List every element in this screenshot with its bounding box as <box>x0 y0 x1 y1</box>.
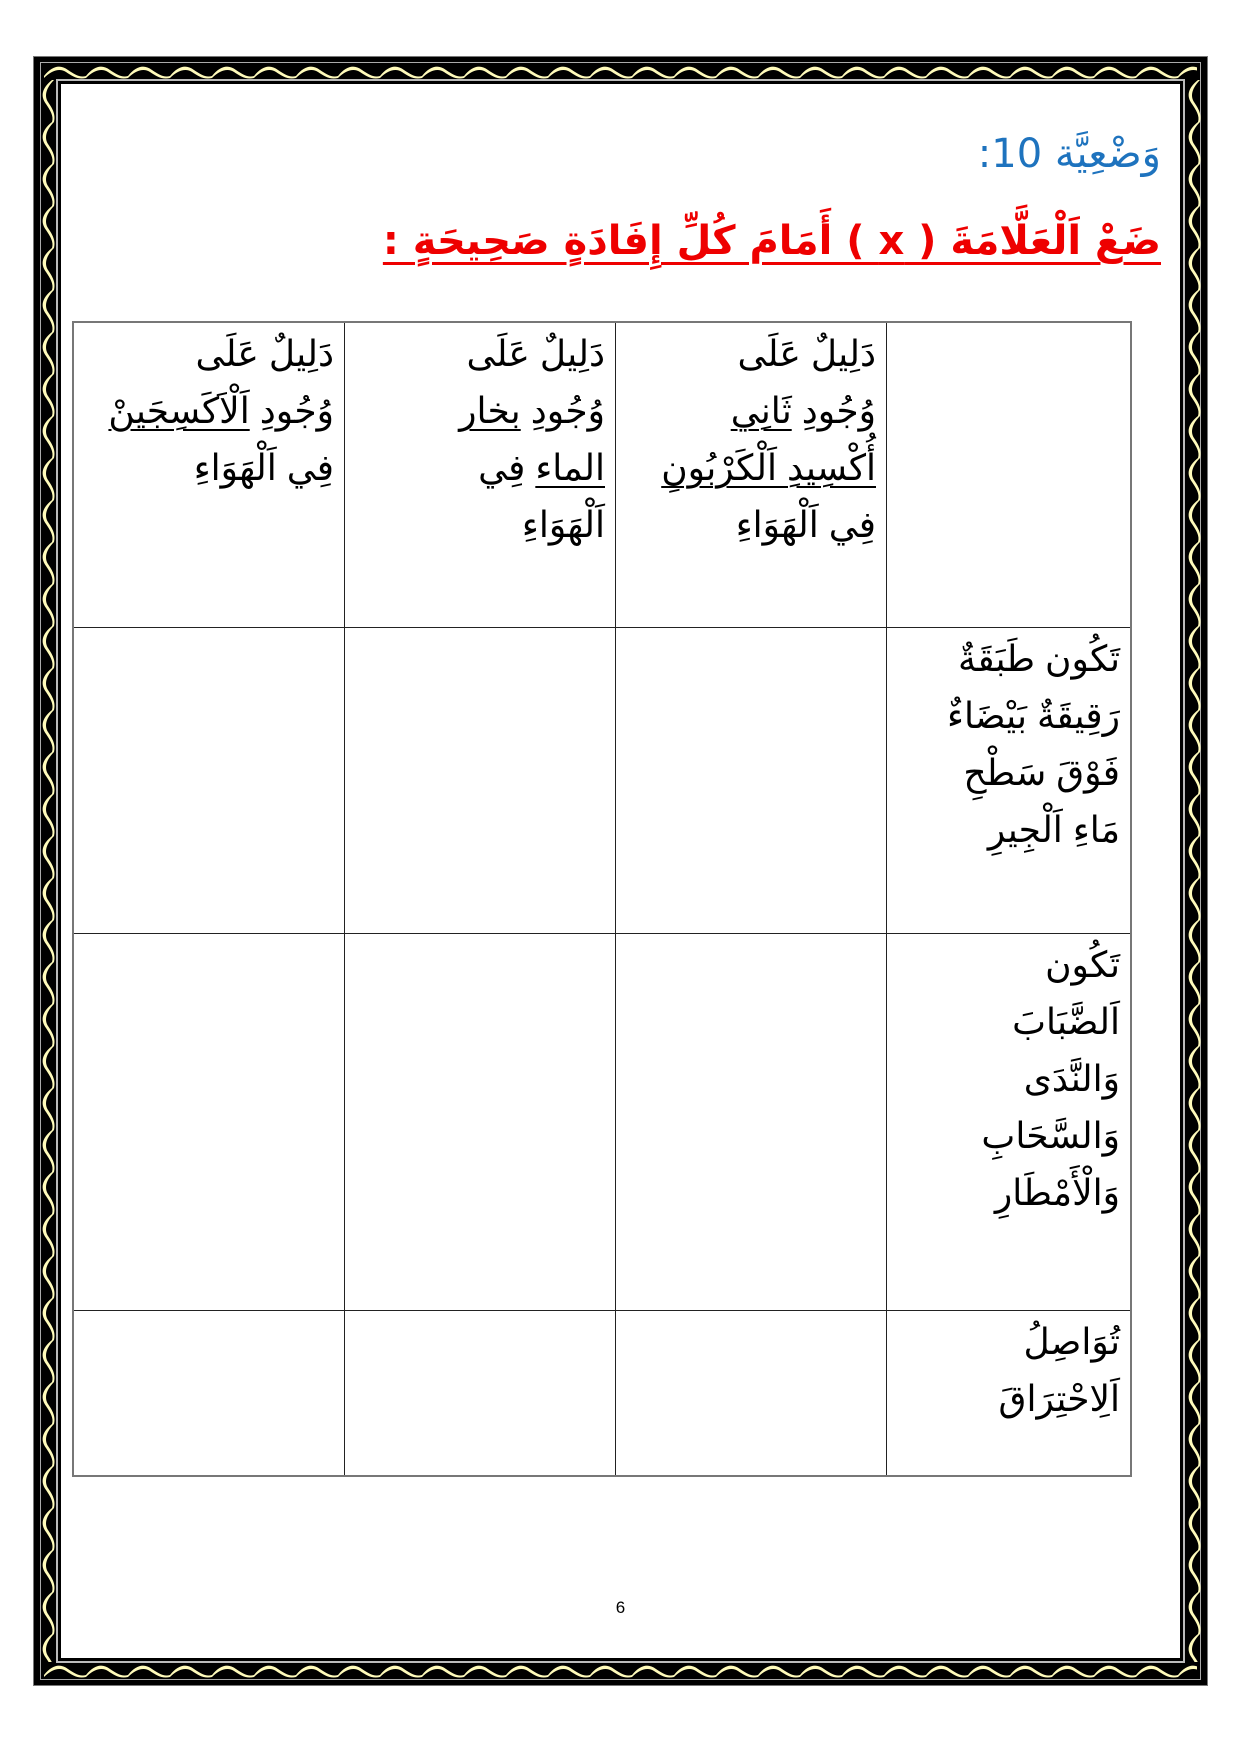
header-text: فِي اَلْهَوَاءِ <box>193 447 334 488</box>
answer-cell-oxygen[interactable] <box>74 934 345 1311</box>
statement-line: تُوَاصِلُ <box>1023 1321 1120 1362</box>
underlined-keyword: بخار <box>459 390 521 431</box>
header-line <box>353 496 605 553</box>
header-corner-cell <box>887 323 1131 628</box>
answer-cell-water-vapor[interactable] <box>345 1311 616 1476</box>
ribbon-top-decoration <box>44 62 1197 82</box>
table-row <box>74 1311 1131 1476</box>
header-line <box>82 382 334 439</box>
statement-line: تَكُون <box>1045 944 1120 985</box>
header-line <box>82 325 334 382</box>
header-text: دَلِيلٌ عَلَى <box>466 333 605 374</box>
header-text: وُجُودِ <box>791 390 876 431</box>
statement-cell <box>887 1311 1131 1476</box>
table-header-row <box>74 323 1131 628</box>
header-line <box>624 496 876 553</box>
header-text: فِي <box>478 447 536 488</box>
statement-cell <box>887 934 1131 1311</box>
header-line <box>624 382 876 439</box>
header-line <box>82 439 334 496</box>
header-text: دَلِيلٌ عَلَى <box>195 333 334 374</box>
header-line <box>353 382 605 439</box>
statement-line: تَكُون طَبَقَةٌ <box>958 638 1120 679</box>
header-cell-water-vapor <box>345 323 616 628</box>
header-text: اَلْهَوَاءِ <box>521 504 605 545</box>
answer-cell-water-vapor[interactable] <box>345 628 616 934</box>
statement-line: مَاءِ اَلْجِيرِ <box>987 809 1120 850</box>
header-line <box>624 439 876 496</box>
ribbon-left-decoration <box>38 80 58 1662</box>
header-cell-oxygen <box>74 323 345 628</box>
answer-cell-oxygen[interactable] <box>74 1311 345 1476</box>
answer-cell-carbon-dioxide[interactable] <box>616 628 887 934</box>
statement-line: وَالسَّحَابِ <box>981 1115 1120 1156</box>
exercise-title: وَضْعِيَّة 10: <box>977 131 1161 177</box>
header-text: فِي اَلْهَوَاءِ <box>735 504 876 545</box>
statement-line: اَلضَّبَابَ <box>1012 1001 1120 1042</box>
header-cell-carbon-dioxide <box>616 323 887 628</box>
statement-line: وَالْأَمْطَارِ <box>994 1172 1120 1213</box>
underlined-keyword: الماء <box>535 447 605 488</box>
statement-line: اَلِاحْتِرَاقَ <box>998 1378 1120 1419</box>
answer-cell-carbon-dioxide[interactable] <box>616 934 887 1311</box>
underlined-keyword: اَلْاَكَسِجَينْ <box>108 390 250 431</box>
answer-cell-carbon-dioxide[interactable] <box>616 1311 887 1476</box>
header-line <box>353 439 605 496</box>
header-text: وُجُودِ <box>249 390 334 431</box>
ribbon-bottom-decoration <box>44 1661 1197 1681</box>
table-row <box>74 934 1131 1311</box>
header-text: دَلِيلٌ عَلَى <box>737 333 876 374</box>
table-row <box>74 628 1131 934</box>
statement-cell <box>887 628 1131 934</box>
statement-line: فَوْقَ سَطْحِ <box>963 752 1120 793</box>
answer-cell-water-vapor[interactable] <box>345 934 616 1311</box>
header-line <box>353 325 605 382</box>
answer-cell-oxygen[interactable] <box>74 628 345 934</box>
exercise-instruction: ضَعْ اَلْعَلَّامَةَ ( x ) أَمَامَ كُلِّ إِفَادَةٍ صَحِيحَةٍ : <box>382 218 1161 264</box>
ribbon-right-decoration <box>1184 80 1204 1662</box>
page-number: 6 <box>615 1598 626 1617</box>
statement-line: رَقِيقَةٌ بَيْضَاءٌ <box>947 695 1120 736</box>
evidence-table <box>73 322 1131 1476</box>
header-text: وُجُودِ <box>520 390 605 431</box>
underlined-keyword: ثَانِي <box>730 390 792 431</box>
statement-line: وَالنَّدَى <box>1023 1058 1120 1099</box>
header-line <box>624 325 876 382</box>
underlined-keyword: أُكْسِيدِ اَلْكَرْبُونِ <box>661 447 876 488</box>
